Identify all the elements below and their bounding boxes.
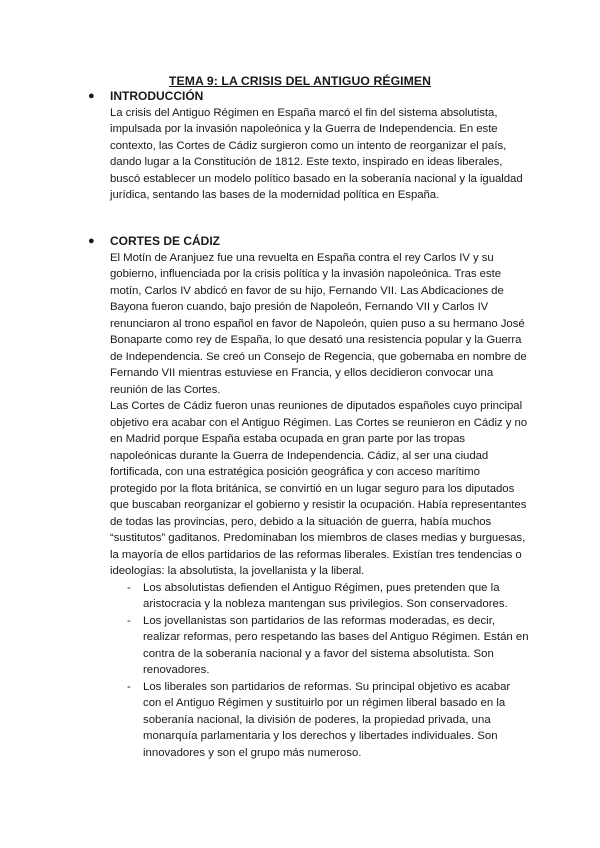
ideologies-list: [110, 580, 530, 762]
document-title: TEMA 9: LA CRISIS DEL ANTIGUO RÉGIMEN: [168, 74, 432, 88]
section-heading: [88, 88, 530, 105]
section-heading-text: CORTES DE CÁDIZ: [110, 234, 221, 248]
dash-icon: -: [127, 614, 131, 627]
list-item-text: Los absolutistas defienden el Antiguo Régimen, pues pretenden que la aristocracia y la nobleza mantengan sus privilegios. Son conservadores.: [143, 581, 508, 610]
bullet-icon: ●: [88, 235, 95, 247]
list-item-text: Los jovellanistas son partidarios de las reformas moderadas, es decir, realizar reformas, pero respetando las bases del Antiguo Régimen. Están en contra de la soberanía nacional y a favor del sistema absolutista. Son renovadores.: [143, 614, 529, 676]
bullet-icon: ●: [88, 90, 95, 102]
section-introduccion: [88, 88, 530, 204]
list-item: [127, 580, 531, 613]
list-item: [127, 613, 531, 679]
section-heading: [88, 233, 530, 250]
section-heading-text: INTRODUCCIÓN: [110, 89, 204, 103]
paragraph: El Motín de Aranjuez fue una revuelta en España contra el rey Carlos IV y su gobierno, influenciada por la crisis política y la invasión napoleónica. Tras este motín, Carlos IV abdicó en favor de su hijo, Fernando VII. Las Abdicaciones de Bayona fueron cuando, bajo presión de Napoleón, Fernando VII y Carlos IV renunciaron al trono español en favor de Napoleón, quien puso a su hermano José Bonaparte como rey de España, lo que desató una resistencia popular y la Guerra de Independencia. Se creó un Consejo de Regencia, que gobernaba en nombre de Fernando VII mientras estuviese en Francia, y ellos decidieron convocar una reunión de las Cortes.: [110, 251, 527, 396]
section-cortes-de-cadiz: [88, 233, 530, 761]
dash-icon: -: [127, 680, 131, 693]
dash-icon: -: [127, 581, 131, 594]
paragraph: La crisis del Antiguo Régimen en España marcó el fin del sistema absolutista, impulsada por la invasión napoleónica y la Guerra de Independencia. En este contexto, las Cortes de Cádiz surgieron como un intento de reorganizar el país, dando lugar a la Constitución de 1812. Este texto, inspirado en ideas liberales, buscó establecer un modelo político basado en la soberanía nacional y la igualdad jurídica, sentando las bases de la modernidad política en España.: [110, 106, 523, 201]
list-item: [127, 679, 531, 762]
paragraph: Las Cortes de Cádiz fueron unas reuniones de diputados españoles cuyo principal objetivo era acabar con el Antiguo Régimen. Las Cortes se reunieron en Cádiz y no en Madrid porque España estaba ocupada en gran parte por las tropas napoleónicas durante la Guerra de Independencia. Cádiz, al ser una ciudad fortificada, con una estratégica posición geográfica y con acceso marítimo protegido por la flota británica, se convirtió en un lugar seguro para los diputados que buscaban reorganizar el gobierno y resistir la ocupación. Había representantes de todas las provincias, pero, debido a la situación de guerra, había muchos “sustitutos” gaditanos. Predominaban los miembros de clases medias y burguesas, la mayoría de ellos partidarios de las reformas liberales. Existían tres tendencias o ideologías: la absolutista, la jovellanista y la liberal.: [110, 400, 528, 577]
list-item-text: Los liberales son partidarios de reformas. Su principal objetivo es acabar con el Antiguo Régimen y sustituirlo por un régimen liberal basado en la soberanía nacional, la división de poderes, la propiedad privada, una monarquía parlamentaria y los derechos y libertades individuales. Son innovadores y son el grupo más numeroso.: [143, 680, 511, 759]
